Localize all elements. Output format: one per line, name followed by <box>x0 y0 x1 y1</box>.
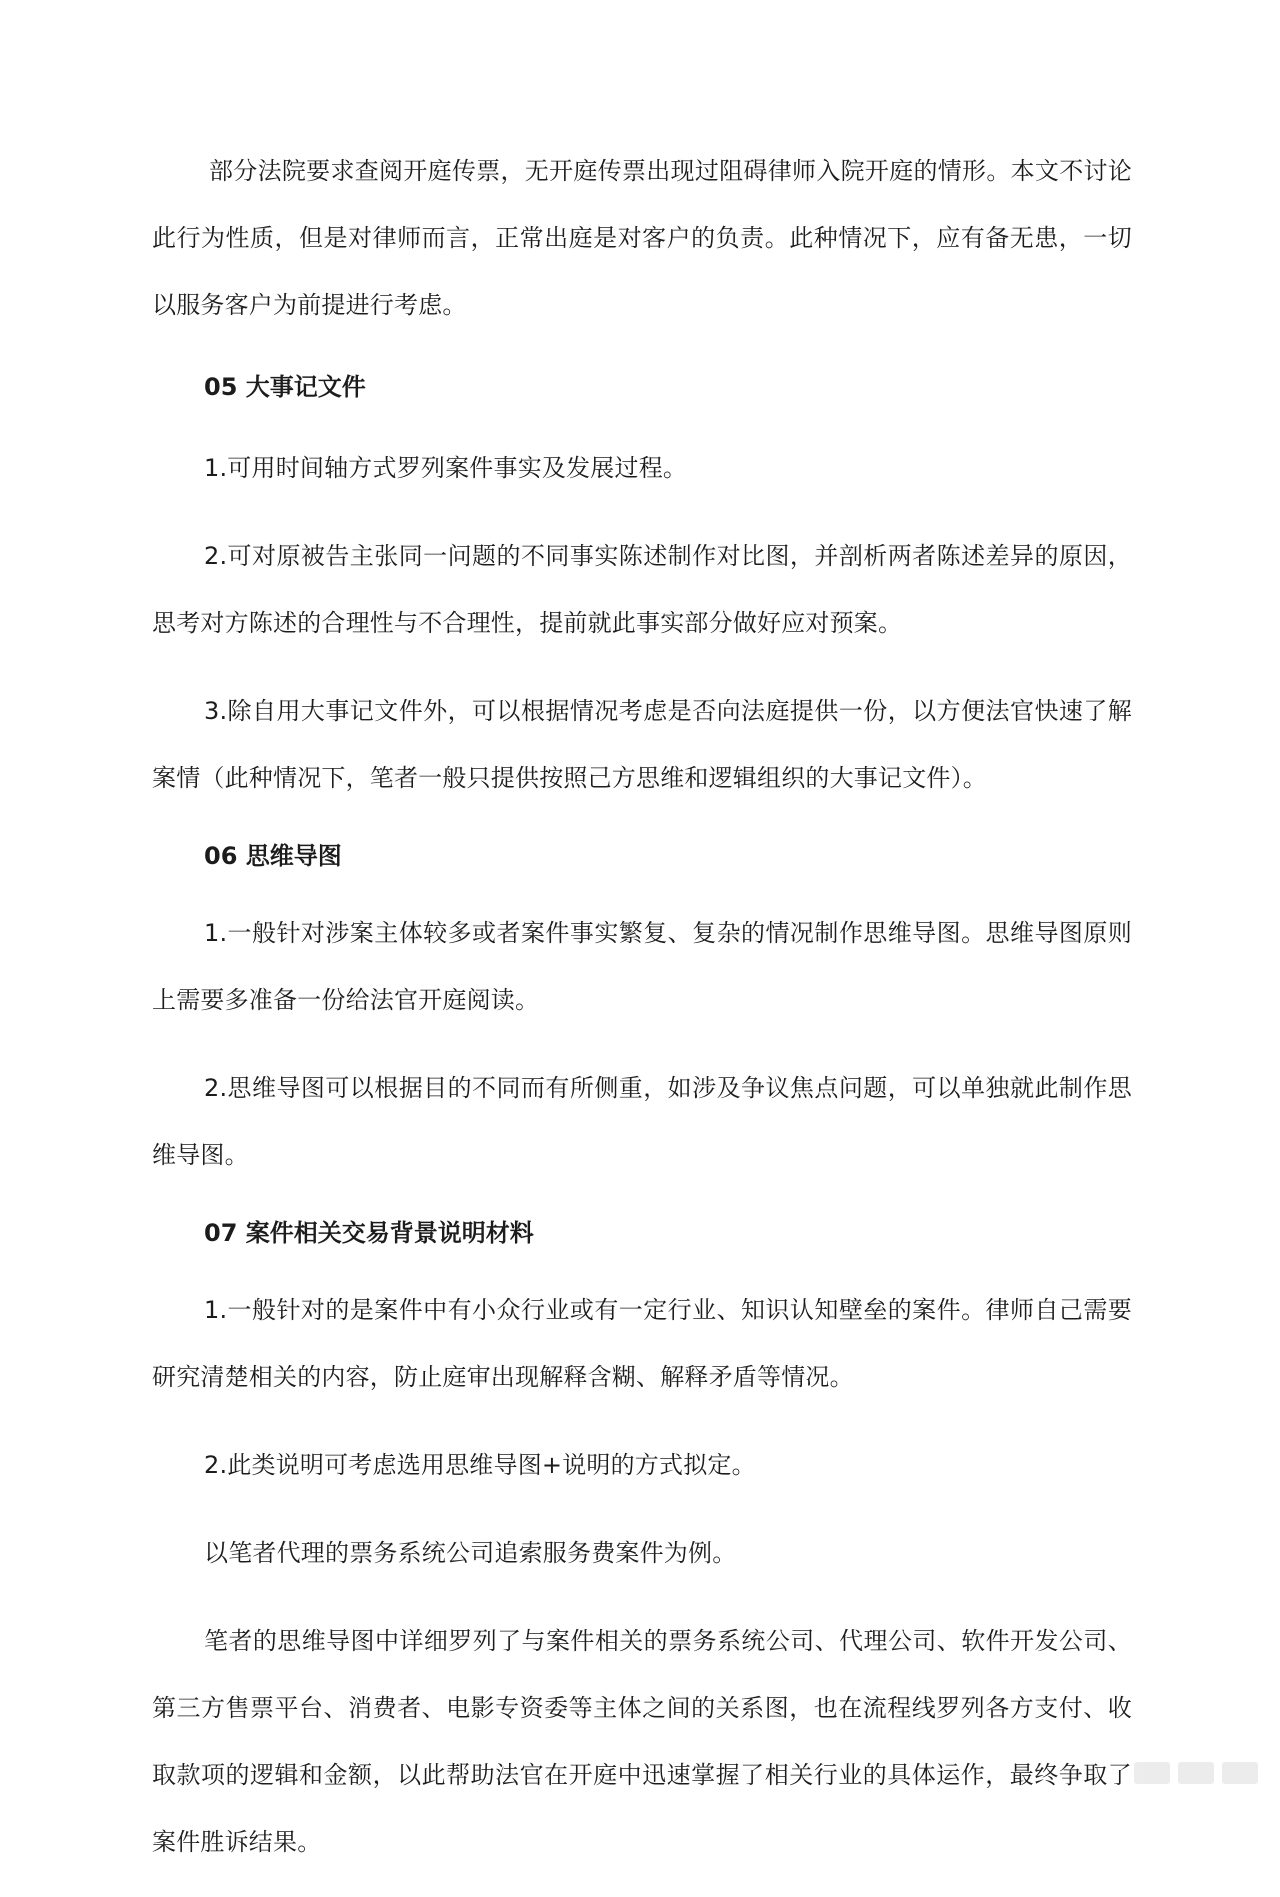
section-06-item-1: 1.一般针对涉案主体较多或者案件事实繁复、复杂的情况制作思维导图。思维导图原则上需要多准备一份给法官开庭阅读。 <box>152 919 1132 1014</box>
section-06-item-2: 2.思维导图可以根据目的不同而有所侧重，如涉及争议焦点问题，可以单独就此制作思维导图。 <box>152 1074 1132 1169</box>
watermark-block-icon <box>1134 1762 1170 1784</box>
section-heading-07: 07 案件相关交易背景说明材料 <box>204 1219 534 1247</box>
watermark-logo <box>1134 1762 1258 1784</box>
watermark-block-icon <box>1178 1762 1214 1784</box>
section-07-item-2: 2.此类说明可考虑选用思维导图+说明的方式拟定。 <box>204 1451 756 1479</box>
document-body <box>152 138 1132 1897</box>
watermark-block-icon <box>1222 1762 1258 1784</box>
section-07-example-detail: 笔者的思维导图中详细罗列了与案件相关的票务系统公司、代理公司、软件开发公司、第三方售票平台、消费者、电影专资委等主体之间的关系图，也在流程线罗列各方支付、收取款项的逻辑和金额，以此帮助法官在开庭中迅速掌握了相关行业的具体运作，最终争取了案件胜诉结果。 <box>152 1627 1132 1856</box>
section-07-example-intro: 以笔者代理的票务系统公司追索服务费案件为例。 <box>204 1539 737 1567</box>
section-05-item-2: 2.可对原被告主张同一问题的不同事实陈述制作对比图，并剖析两者陈述差异的原因，思考对方陈述的合理性与不合理性，提前就此事实部分做好应对预案。 <box>152 542 1132 637</box>
intro-paragraph: 部分法院要求查阅开庭传票，无开庭传票出现过阻碍律师入院开庭的情形。本文不讨论此行为性质，但是对律师而言，正常出庭是对客户的负责。此种情况下，应有备无患，一切以服务客户为前提进行考虑。 <box>152 157 1132 319</box>
section-05-item-1: 1.可用时间轴方式罗列案件事实及发展过程。 <box>204 454 688 482</box>
section-07-item-1: 1.一般针对的是案件中有小众行业或有一定行业、知识认知壁垒的案件。律师自己需要研究清楚相关的内容，防止庭审出现解释含糊、解释矛盾等情况。 <box>152 1296 1132 1391</box>
section-heading-06: 06 思维导图 <box>204 842 342 870</box>
section-heading-05: 05 大事记文件 <box>204 373 366 401</box>
section-05-item-3: 3.除自用大事记文件外，可以根据情况考虑是否向法庭提供一份，以方便法官快速了解案情（此种情况下，笔者一般只提供按照己方思维和逻辑组织的大事记文件）。 <box>152 697 1132 792</box>
